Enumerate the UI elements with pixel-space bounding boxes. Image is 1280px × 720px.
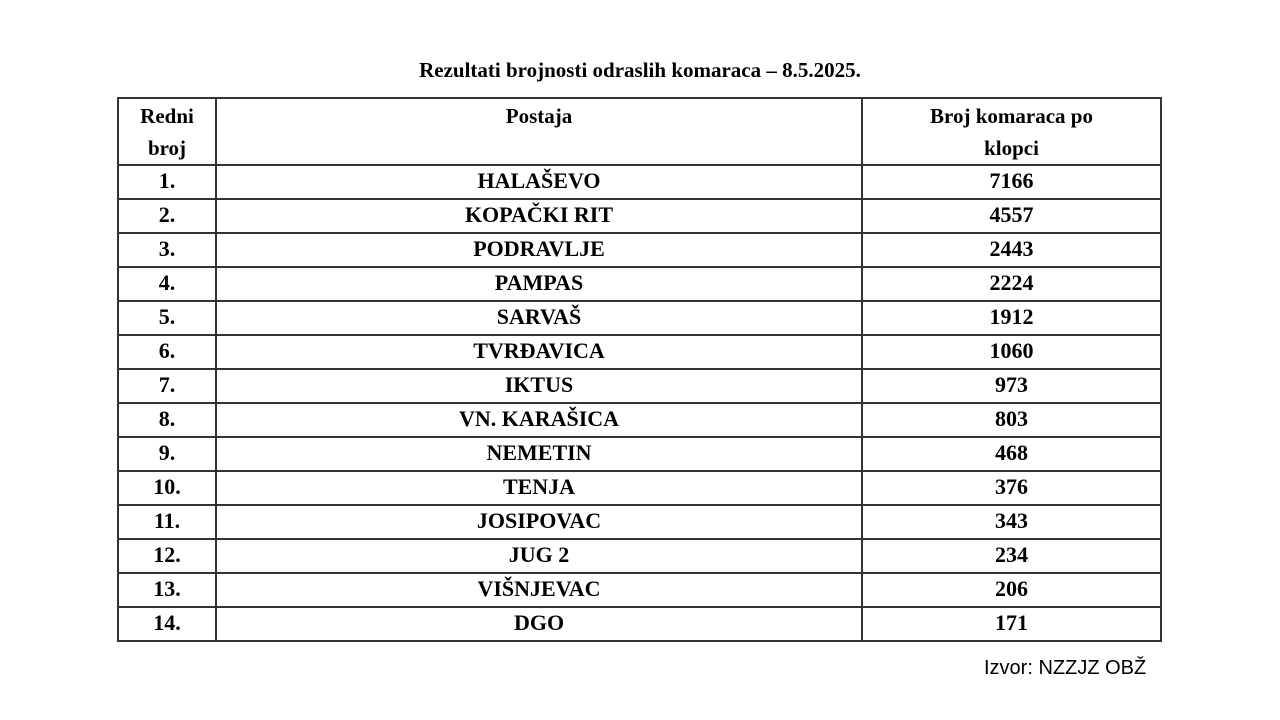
table-row <box>118 403 1161 437</box>
cell-count: 376 <box>862 471 1161 505</box>
cell-station: SARVAŠ <box>216 301 862 335</box>
table-row <box>118 301 1161 335</box>
table-row <box>118 573 1161 607</box>
cell-rank: 11. <box>118 505 216 539</box>
table-row <box>118 539 1161 573</box>
cell-station: VN. KARAŠICA <box>216 403 862 437</box>
cell-rank: 6. <box>118 335 216 369</box>
cell-rank: 2. <box>118 199 216 233</box>
cell-count: 2224 <box>862 267 1161 301</box>
source-note: Izvor: NZZJZ OBŽ <box>984 657 1147 679</box>
cell-station: PAMPAS <box>216 267 862 301</box>
cell-rank: 7. <box>118 369 216 403</box>
table-row <box>118 233 1161 267</box>
cell-count: 1060 <box>862 335 1161 369</box>
cell-station: VIŠNJEVAC <box>216 573 862 607</box>
cell-station: TENJA <box>216 471 862 505</box>
cell-rank: 4. <box>118 267 216 301</box>
table-row <box>118 607 1161 641</box>
cell-count: 206 <box>862 573 1161 607</box>
table-header-row <box>118 98 1161 165</box>
table-body <box>118 165 1161 641</box>
cell-count: 234 <box>862 539 1161 573</box>
cell-rank: 3. <box>118 233 216 267</box>
cell-rank: 8. <box>118 403 216 437</box>
cell-station: NEMETIN <box>216 437 862 471</box>
header-rank-line1: Redni <box>140 104 194 128</box>
header-count-line1: Broj komaraca po <box>930 104 1093 128</box>
table-row <box>118 471 1161 505</box>
cell-count: 171 <box>862 607 1161 641</box>
cell-rank: 9. <box>118 437 216 471</box>
cell-station: DGO <box>216 607 862 641</box>
cell-station: IKTUS <box>216 369 862 403</box>
table-row <box>118 437 1161 471</box>
cell-station: JOSIPOVAC <box>216 505 862 539</box>
table-row <box>118 335 1161 369</box>
cell-rank: 5. <box>118 301 216 335</box>
cell-rank: 14. <box>118 607 216 641</box>
cell-count: 343 <box>862 505 1161 539</box>
table-row <box>118 267 1161 301</box>
cell-count: 7166 <box>862 165 1161 199</box>
cell-count: 973 <box>862 369 1161 403</box>
table-row <box>118 165 1161 199</box>
cell-count: 468 <box>862 437 1161 471</box>
cell-station: TVRĐAVICA <box>216 335 862 369</box>
cell-count: 1912 <box>862 301 1161 335</box>
page-title: Rezultati brojnosti odraslih komaraca – 8.5.2025. <box>419 58 861 82</box>
cell-station: JUG 2 <box>216 539 862 573</box>
header-rank <box>118 98 216 165</box>
table-row <box>118 199 1161 233</box>
header-count-line2: klopci <box>984 136 1039 160</box>
cell-rank: 12. <box>118 539 216 573</box>
table-row <box>118 369 1161 403</box>
cell-count: 4557 <box>862 199 1161 233</box>
cell-count: 2443 <box>862 233 1161 267</box>
cell-rank: 10. <box>118 471 216 505</box>
cell-rank: 13. <box>118 573 216 607</box>
header-station-label: Postaja <box>505 104 573 128</box>
cell-rank: 1. <box>118 165 216 199</box>
header-rank-line2: broj <box>147 136 187 160</box>
header-station <box>216 98 862 165</box>
cell-station: KOPAČKI RIT <box>216 199 862 233</box>
header-count <box>862 98 1161 165</box>
results-table <box>117 97 1162 642</box>
cell-station: HALAŠEVO <box>216 165 862 199</box>
cell-station: PODRAVLJE <box>216 233 862 267</box>
table-row <box>118 505 1161 539</box>
cell-count: 803 <box>862 403 1161 437</box>
